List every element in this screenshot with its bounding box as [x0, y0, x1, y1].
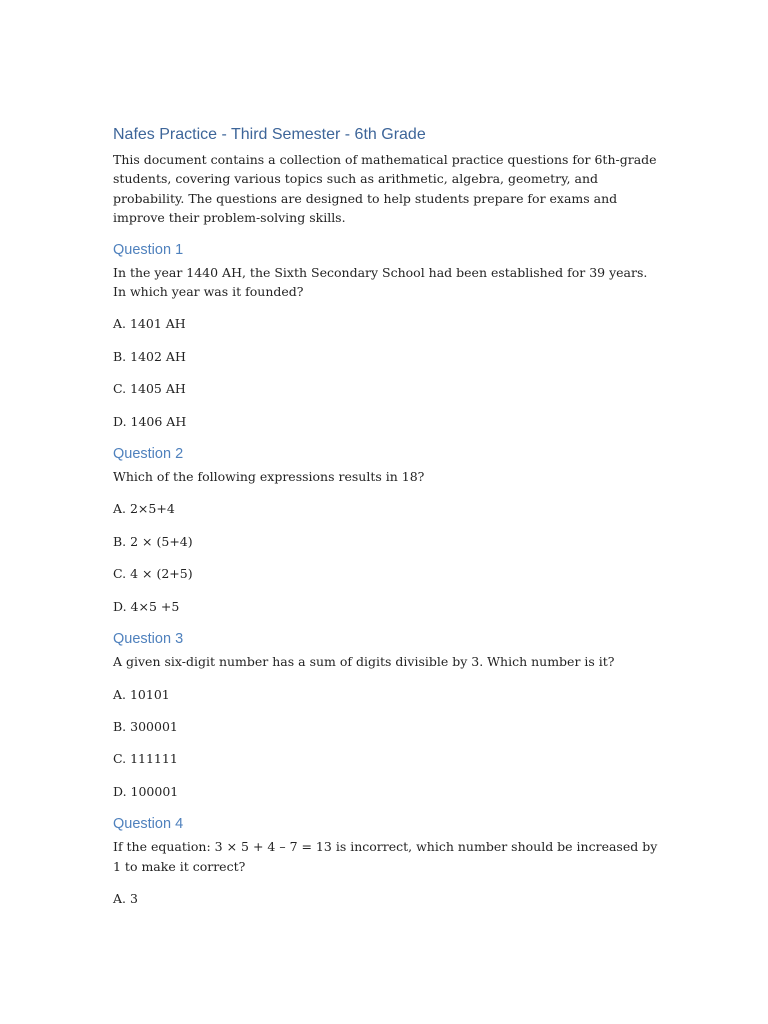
answer-option: B. 1402 AH	[113, 348, 186, 364]
question-text: In the year 1440 AH, the Sixth Secondary School had been established for 39 years. In which year was it founded?	[113, 264, 648, 300]
answer-option: B. 300001	[113, 718, 178, 734]
question-heading: Question 2	[113, 446, 184, 463]
answer-option: C. 1405 AH	[113, 381, 186, 397]
answer-option: C. 4 × (2+5)	[113, 566, 193, 582]
question-3	[113, 629, 658, 801]
answer-option: D. 4×5 +5	[113, 598, 180, 614]
question-text: Which of the following expressions results in 18?	[113, 469, 425, 485]
question-heading: Question 3	[113, 631, 184, 648]
question-heading: Question 4	[113, 816, 184, 833]
answer-option: D. 100001	[113, 783, 179, 799]
answer-option: A. 2×5+4	[113, 501, 175, 517]
answer-option: A. 1401 AH	[113, 316, 186, 332]
answer-option: C. 111111	[113, 751, 178, 767]
question-4	[113, 814, 658, 908]
document-intro: This document contains a collection of mathematical practice questions for 6th-grade students, covering various topics such as arithmetic, algebra, geometry, and probability. The questions are designed to help students prepare for exams and improve their problem-solving skills.	[113, 152, 657, 226]
document-title: Nafes Practice - Third Semester - 6th Grade	[113, 126, 426, 143]
question-1	[113, 240, 658, 431]
question-text: If the equation: 3 × 5 + 4 – 7 = 13 is incorrect, which number should be increased by 1 to make it correct?	[113, 839, 658, 874]
question-2	[113, 444, 658, 616]
answer-option: A. 3	[113, 890, 138, 906]
answer-option: D. 1406 AH	[113, 413, 187, 429]
question-heading: Question 1	[113, 241, 184, 258]
question-text: A given six-digit number has a sum of digits divisible by 3. Which number is it?	[113, 654, 615, 670]
answer-option: B. 2 × (5+4)	[113, 533, 193, 549]
document-page	[113, 124, 658, 908]
answer-option: A. 10101	[113, 686, 170, 702]
